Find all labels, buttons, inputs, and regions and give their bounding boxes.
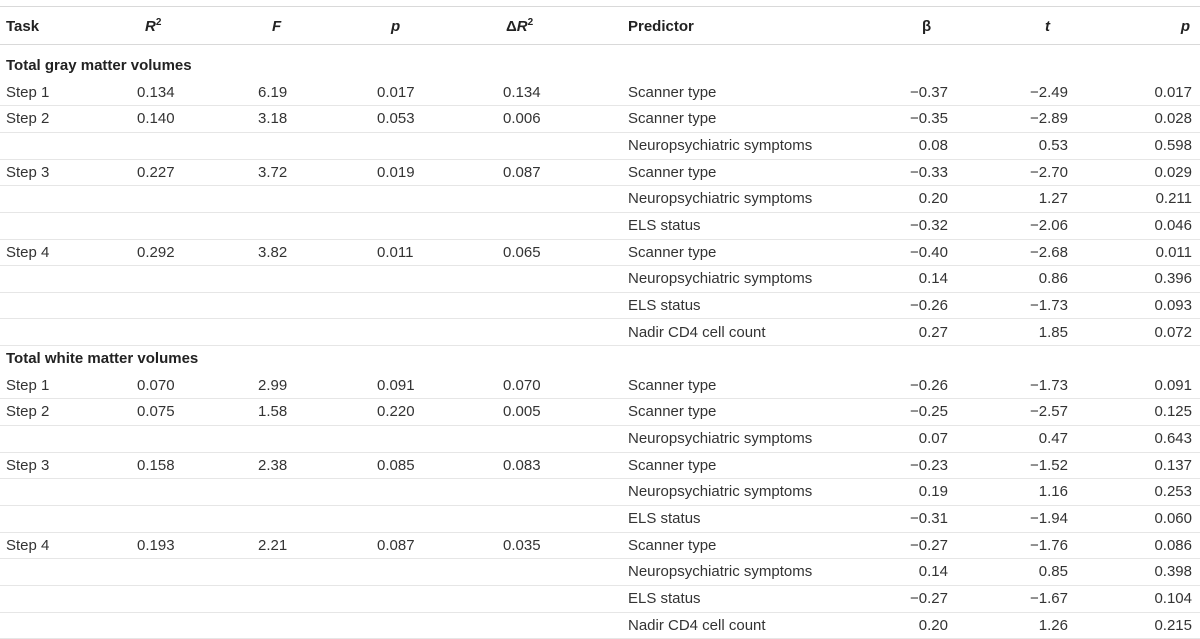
predictor-cell: Scanner type <box>628 163 717 181</box>
predictor-cell: Neuropsychiatric symptoms <box>628 270 813 288</box>
predictor-cell: Nadir CD4 cell count <box>628 323 766 341</box>
predictor-cell: Neuropsychiatric symptoms <box>628 190 813 208</box>
header-delta-r-squared: $\Delta R^2$ <box>506 17 534 35</box>
beta-cell: −0.26 <box>910 296 948 314</box>
predictor-p-cell: 0.211 <box>1155 190 1192 208</box>
predictor-cell: Neuropsychiatric symptoms <box>628 483 813 501</box>
beta-cell: 0.20 <box>918 616 948 634</box>
t-cell: −1.67 <box>1030 590 1068 607</box>
section-heading-row <box>0 346 1200 373</box>
f-cell: 3.82 <box>258 243 288 261</box>
predictor-cell: ELS status <box>628 296 701 314</box>
beta-cell: −0.35 <box>910 110 948 128</box>
t-cell: 0.85 <box>1038 563 1068 581</box>
f-cell: 2.38 <box>258 456 288 474</box>
delta-r-squared-cell: 0.070 <box>503 376 541 394</box>
f-cell: 2.21 <box>258 536 288 554</box>
t-cell: −2.57 <box>1030 403 1068 421</box>
task-cell: Step 1 <box>6 83 50 101</box>
table-row <box>0 533 1200 560</box>
table-row <box>0 399 1200 426</box>
predictor-cell: Scanner type <box>628 403 717 421</box>
predictor-cell: Neuropsychiatric symptoms <box>628 563 813 581</box>
p-cell: 0.017 <box>377 83 415 101</box>
predictor-cell: ELS status <box>628 216 701 234</box>
p-cell: 0.091 <box>377 376 415 394</box>
t-cell: 1.16 <box>1038 483 1068 501</box>
r-squared-cell: 0.070 <box>137 376 175 394</box>
predictor-p-cell: 0.029 <box>1154 163 1192 181</box>
p-cell: 0.011 <box>377 243 414 261</box>
predictor-p-cell: 0.093 <box>1154 296 1192 314</box>
header-rule <box>0 44 1200 45</box>
task-cell: Step 2 <box>6 110 50 128</box>
t-cell: −1.73 <box>1030 376 1068 394</box>
task-cell: Step 3 <box>6 456 50 474</box>
predictor-cell: Scanner type <box>628 243 717 261</box>
header-p-predictor: p <box>1180 18 1190 35</box>
table-row <box>0 266 1200 293</box>
predictor-p-cell: 0.396 <box>1154 270 1192 288</box>
t-cell: 0.47 <box>1038 430 1068 448</box>
table-row <box>0 160 1200 187</box>
predictor-cell: ELS status <box>628 590 701 607</box>
r-squared-cell: 0.227 <box>137 163 175 181</box>
table-top-rule <box>0 6 1200 7</box>
t-cell: −2.70 <box>1030 163 1068 181</box>
f-cell: 6.19 <box>258 83 288 101</box>
table-row <box>0 213 1200 240</box>
header-task: Task <box>6 18 40 35</box>
task-cell: Step 4 <box>6 536 50 554</box>
p-cell: 0.087 <box>377 536 415 554</box>
delta-r-squared-cell: 0.083 <box>503 456 541 474</box>
p-cell: 0.085 <box>377 456 415 474</box>
f-cell: 3.72 <box>258 163 288 181</box>
r-squared-cell: 0.140 <box>137 110 175 128</box>
table-row <box>0 106 1200 133</box>
table-row <box>0 373 1200 400</box>
beta-cell: −0.32 <box>910 216 948 234</box>
beta-cell: 0.27 <box>918 323 948 341</box>
predictor-p-cell: 0.253 <box>1154 483 1192 501</box>
beta-cell: −0.33 <box>910 163 948 181</box>
beta-cell: −0.27 <box>910 536 948 554</box>
table-row <box>0 559 1200 586</box>
table-row <box>0 453 1200 480</box>
predictor-p-cell: 0.011 <box>1155 243 1192 261</box>
table-row <box>0 133 1200 160</box>
predictor-p-cell: 0.028 <box>1154 110 1192 128</box>
p-cell: 0.220 <box>377 403 415 421</box>
r-squared-cell: 0.292 <box>137 243 175 261</box>
delta-r-squared-cell: 0.065 <box>503 243 541 261</box>
delta-r-squared-cell: 0.006 <box>503 110 541 128</box>
table-row <box>0 426 1200 453</box>
header-predictor: Predictor <box>628 18 694 35</box>
predictor-p-cell: 0.398 <box>1154 563 1192 581</box>
beta-cell: −0.25 <box>910 403 948 421</box>
header-r-squared: $R^2$ <box>145 17 162 35</box>
predictor-cell: Scanner type <box>628 110 717 128</box>
table-row <box>0 586 1200 613</box>
delta-r-squared-cell: 0.087 <box>503 163 541 181</box>
predictor-cell: Scanner type <box>628 83 717 101</box>
task-cell: Step 3 <box>6 163 50 181</box>
f-cell: 1.58 <box>258 403 288 421</box>
r-squared-cell: 0.158 <box>137 456 175 474</box>
t-cell: −2.89 <box>1030 110 1068 128</box>
t-cell: 0.86 <box>1038 270 1068 288</box>
f-cell: 3.18 <box>258 110 288 128</box>
predictor-p-cell: 0.643 <box>1154 430 1192 448</box>
p-cell: 0.053 <box>377 110 415 128</box>
predictor-p-cell: 0.072 <box>1154 323 1192 341</box>
t-cell: 1.27 <box>1038 190 1068 208</box>
predictor-cell: Nadir CD4 cell count <box>628 616 766 634</box>
delta-r-squared-cell: 0.134 <box>503 83 541 101</box>
predictor-cell: Neuropsychiatric symptoms <box>628 136 813 154</box>
beta-cell: 0.14 <box>918 563 948 581</box>
beta-cell: −0.23 <box>910 456 948 474</box>
table-row <box>0 506 1200 533</box>
t-cell: −1.52 <box>1030 456 1068 474</box>
predictor-p-cell: 0.091 <box>1154 376 1192 394</box>
predictor-p-cell: 0.086 <box>1154 536 1192 554</box>
t-cell: 0.53 <box>1038 136 1068 154</box>
header-t: t <box>1045 18 1050 35</box>
task-cell: Step 4 <box>6 243 50 261</box>
table-row <box>0 293 1200 320</box>
beta-cell: −0.40 <box>910 243 948 261</box>
table-row <box>0 613 1200 639</box>
table-header-row <box>0 10 1200 44</box>
f-cell: 2.99 <box>258 376 288 394</box>
t-cell: −1.73 <box>1030 296 1068 314</box>
predictor-p-cell: 0.060 <box>1154 510 1192 528</box>
predictor-p-cell: 0.104 <box>1154 590 1192 607</box>
delta-r-squared-cell: 0.035 <box>503 536 541 554</box>
beta-cell: 0.08 <box>918 136 948 154</box>
predictor-cell: ELS status <box>628 510 701 528</box>
beta-cell: 0.19 <box>918 483 948 501</box>
predictor-p-cell: 0.137 <box>1154 456 1192 474</box>
section-heading: Total white matter volumes <box>6 350 199 368</box>
p-cell: 0.019 <box>377 163 415 181</box>
table-row <box>0 320 1200 347</box>
beta-cell: 0.14 <box>918 270 948 288</box>
predictor-p-cell: 0.125 <box>1154 403 1192 421</box>
header-f: F <box>272 18 282 35</box>
predictor-p-cell: 0.598 <box>1154 136 1192 154</box>
table-row <box>0 479 1200 506</box>
t-cell: −1.76 <box>1030 536 1068 554</box>
r-squared-cell: 0.134 <box>137 83 175 101</box>
predictor-p-cell: 0.046 <box>1154 216 1192 234</box>
predictor-cell: Scanner type <box>628 456 717 474</box>
table-row <box>0 186 1200 213</box>
beta-cell: −0.26 <box>910 376 948 394</box>
task-cell: Step 1 <box>6 376 50 394</box>
beta-cell: −0.37 <box>910 83 948 101</box>
header-beta: β <box>922 18 932 35</box>
t-cell: −2.49 <box>1030 83 1068 101</box>
t-cell: −2.06 <box>1030 216 1068 234</box>
delta-r-squared-cell: 0.005 <box>503 403 541 421</box>
table-row <box>0 80 1200 107</box>
beta-cell: −0.27 <box>910 590 948 607</box>
header-p: p <box>391 18 401 35</box>
t-cell: 1.85 <box>1038 323 1068 341</box>
beta-cell: 0.20 <box>918 190 948 208</box>
task-cell: Step 2 <box>6 403 50 421</box>
section-heading: Total gray matter volumes <box>6 57 192 74</box>
table-row <box>0 240 1200 267</box>
predictor-p-cell: 0.215 <box>1154 616 1192 634</box>
r-squared-cell: 0.075 <box>137 403 175 421</box>
predictor-cell: Scanner type <box>628 536 717 554</box>
beta-cell: 0.07 <box>918 430 948 448</box>
t-cell: 1.26 <box>1038 616 1068 634</box>
predictor-p-cell: 0.017 <box>1154 83 1192 101</box>
predictor-cell: Scanner type <box>628 376 717 394</box>
t-cell: −1.94 <box>1030 510 1068 528</box>
t-cell: −2.68 <box>1030 243 1068 261</box>
r-squared-cell: 0.193 <box>137 536 175 554</box>
beta-cell: −0.31 <box>910 510 948 528</box>
section-heading-row <box>0 53 1200 80</box>
predictor-cell: Neuropsychiatric symptoms <box>628 430 813 448</box>
